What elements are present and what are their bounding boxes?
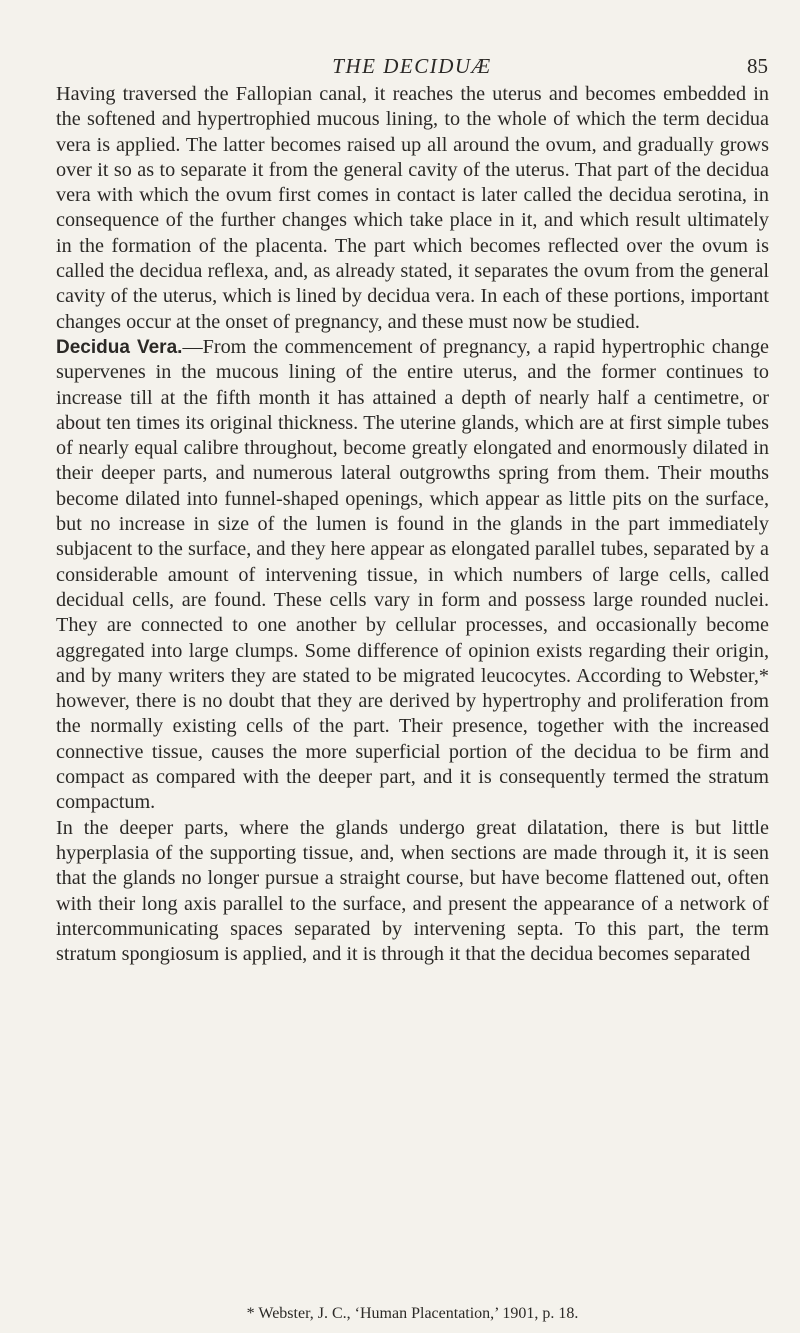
- running-head: [56, 52, 768, 80]
- page-number: 85: [747, 54, 768, 78]
- footnote: * Webster, J. C., ‘Human Placentation,’ 1901, p. 18.: [246, 1305, 579, 1322]
- section-heading-decidua-vera: Decidua Vera.: [56, 336, 183, 358]
- paragraph-stratum-spongiosum: In the deeper parts, where the glands undergo great dilatation, there is but little hyperplasia of the supporting tissue, and, when sections are made through it, it is seen that the glands no longer pursue a straight course, but have become flattened out, often with their long axis parallel to the surface, and present the appearance of a network of intercommunicating spaces separated by intervening septa. To this part, the term stratum spongiosum is applied, and it is through it that the decidua becomes separated: [56, 816, 769, 966]
- paragraph-decidua-vera-text: —From the commencement of pregnancy, a rapid hypertrophic change supervenes in the mucous lining of the entire uterus, and the former continues to increase till at the fifth month it has attained a depth of nearly half a centimetre, or about ten times its original thickness. The uterine glands, which are at first simple tubes of nearly equal calibre throughout, become greatly elongated and enormously dilated in their deeper parts, and numerous lateral outgrowths spring from them. Their mouths become dilated into funnel-shaped openings, which appear as little pits on the surface, but no increase in size of the lumen is found in the glands in the part immediately subjacent to the surface, and they here appear as elongated parallel tubes, separated by a considerable amount of intervening tissue, in which numbers of large cells, called decidual cells, are found. These cells vary in form and possess large rounded nuclei. They are connected to one another by cellular processes, and occasionally become aggregated into large clumps. Some difference of opinion exists regarding their origin, and by many writers they are stated to be migrated leucocytes. According to Webster,* however, there is no doubt that they are derived by hypertrophy and proliferation from the normally existing cells of the part. Their presence, together with the increased connective tissue, causes the more superficial portion of the decidua to be firm and compact as compared with the deeper part, and it is consequently termed the stratum compactum.: [56, 335, 770, 814]
- body-text: [56, 82, 769, 967]
- paragraph-ovum-embedding: Having traversed the Fallopian canal, it reaches the uterus and becomes embedded in the softened and hypertrophied mucous lining, to the whole of which the term decidua vera is applied. The latter becomes raised up all around the ovum, and gradually grows over it so as to separate it from the general cavity of the uterus. That part of the decidua vera with which the ovum first comes in contact is later called the decidua serotina, in consequence of the further changes which take place in it, and which result ultimately in the formation of the placenta. The part which becomes reflected over the ovum is called the decidua reflexa, and, as already stated, it separates the ovum from the general cavity of the uterus, which is lined by decidua vera. In each of these portions, important changes occur at the onset of pregnancy, and these must now be studied.: [56, 83, 769, 333]
- paragraph-decidua-vera: [56, 335, 769, 816]
- running-title: THE DECIDUÆ: [332, 54, 492, 78]
